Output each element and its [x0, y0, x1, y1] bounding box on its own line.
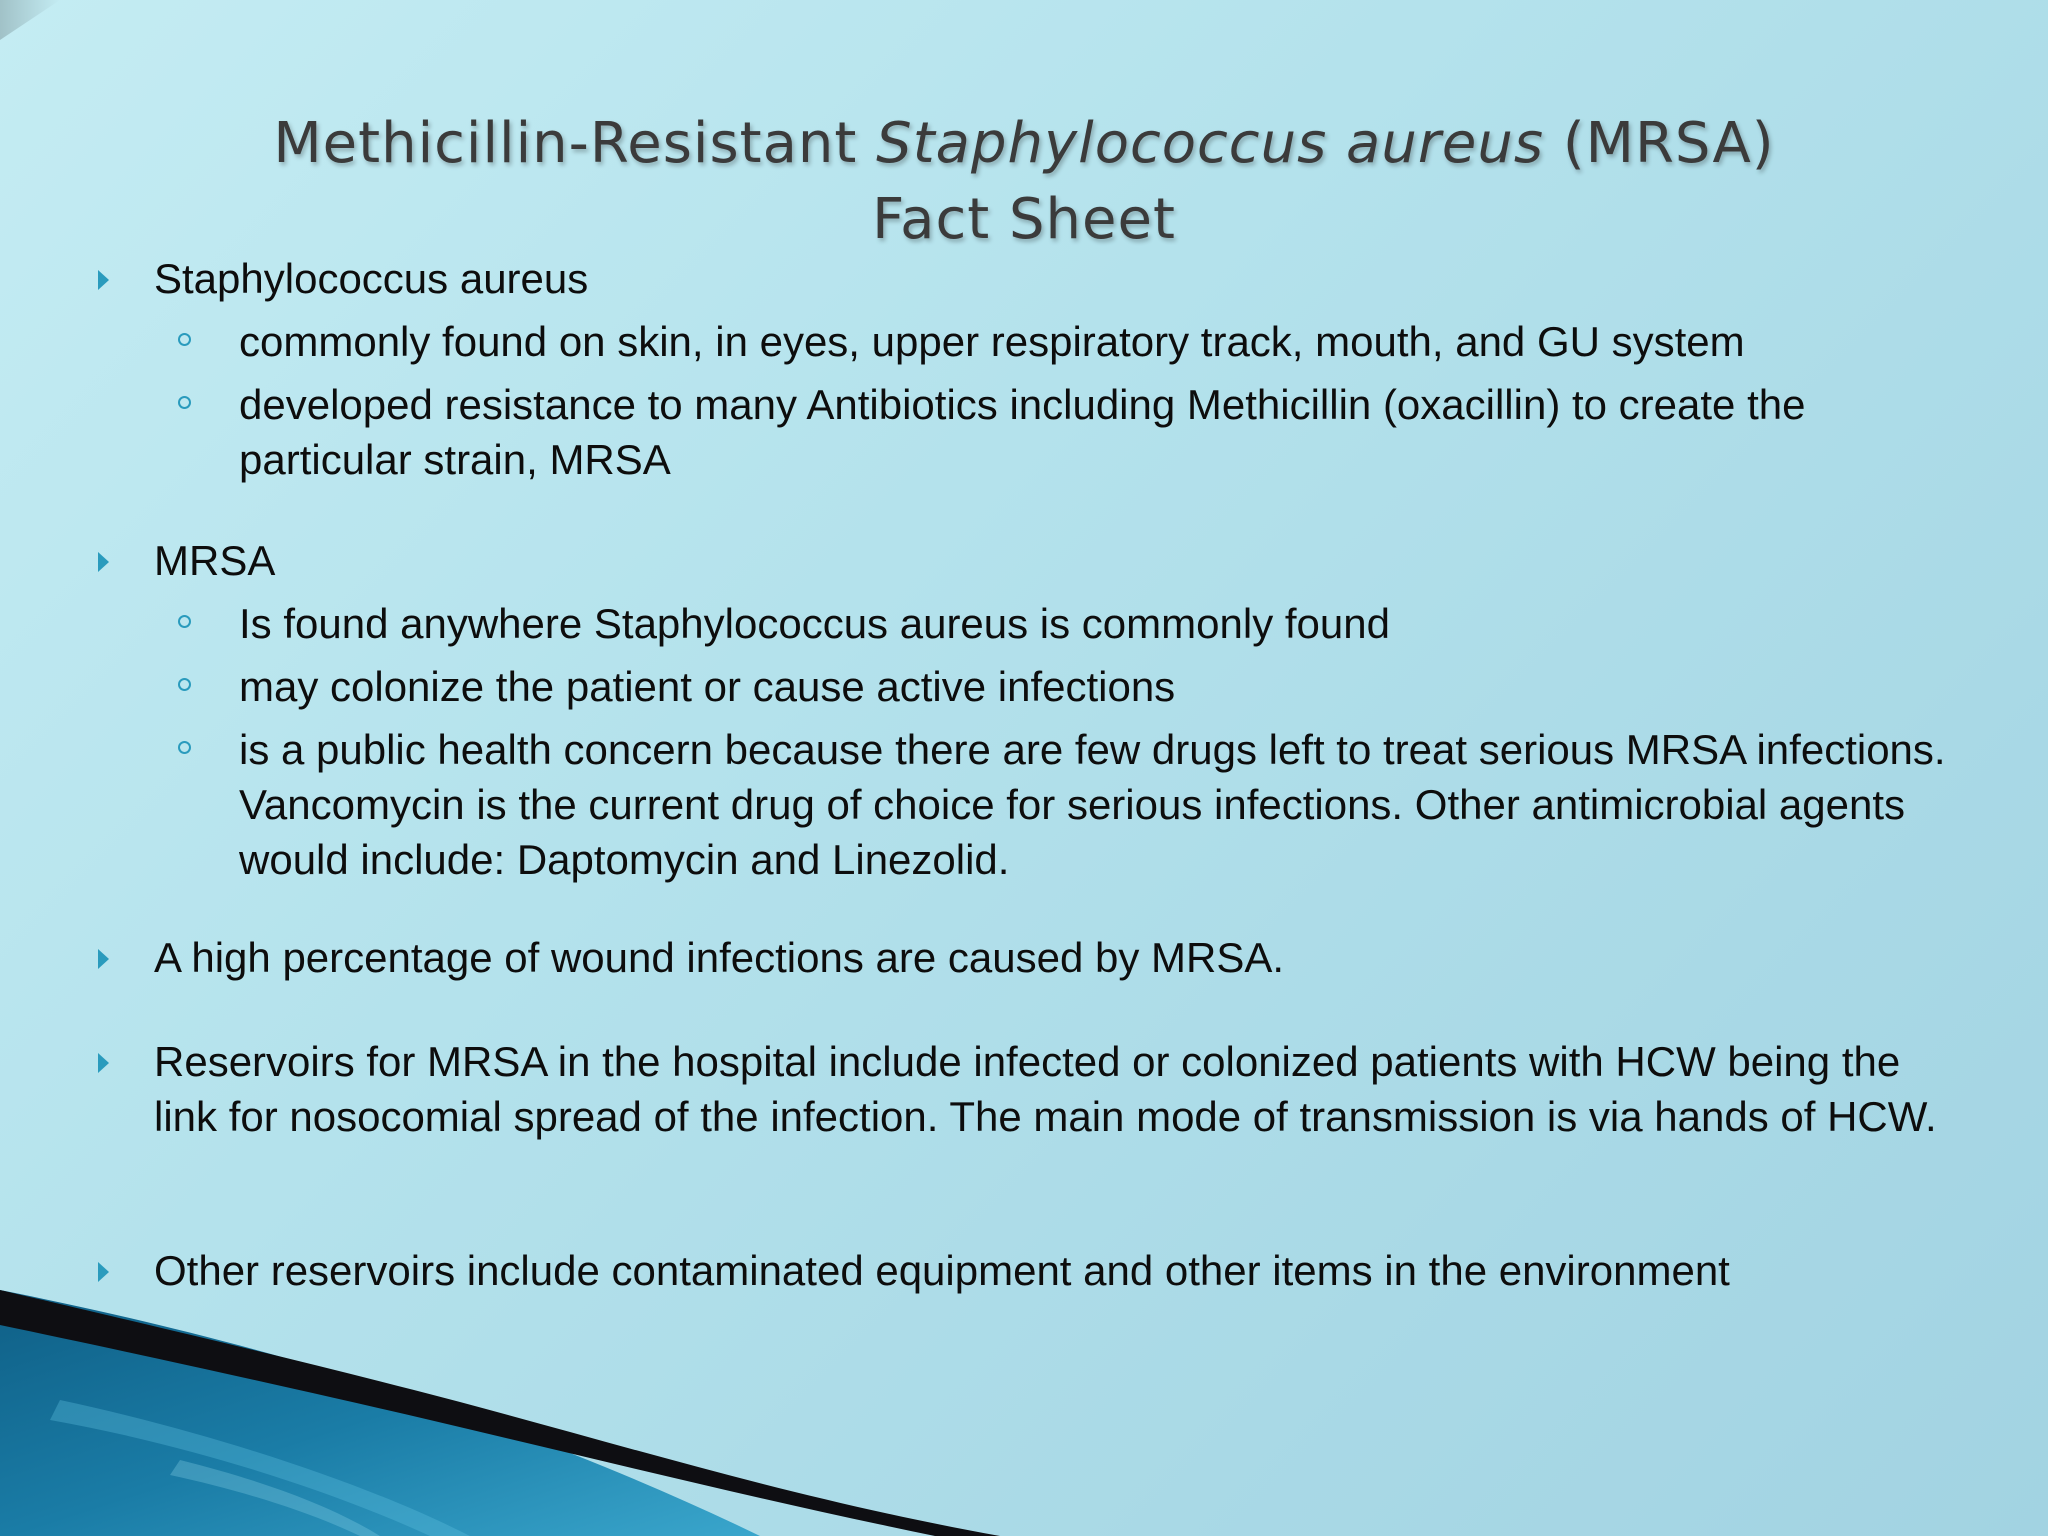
bullet-wound-infections: A high percentage of wound infections are caused by MRSA.: [154, 934, 1285, 981]
bullet-reservoirs-hospital: Reservoirs for MRSA in the hospital include infected or colonized patients with HCW being the link for nosocomial spread of the infection. The main mode of transmission is via hands of HCW.: [154, 1038, 1937, 1140]
bullet-arrow-icon: [98, 1262, 109, 1282]
bullet-arrow-icon: [98, 949, 109, 969]
bullet-mrsa: MRSA: [154, 537, 276, 584]
sub-bullet-circle-icon: [178, 333, 191, 346]
title-line2: Fact Sheet: [872, 187, 1176, 252]
sub-bullet-developed-resistance: developed resistance to many Antibiotics including Methicillin (oxacillin) to create the particular strain, MRSA: [239, 381, 1806, 483]
sub-bullet-found-anywhere: Is found anywhere Staphylococcus aureus is commonly found: [239, 600, 1390, 647]
bullet-arrow-icon: [98, 270, 109, 290]
sub-bullet-public-health: is a public health concern because there are few drugs left to treat serious MRSA infections. Vancomycin is the current drug of choice for serious infections. Other antimicrobial agents would include: Daptomycin and Linezolid.: [239, 726, 1946, 883]
sub-bullet-circle-icon: [178, 678, 191, 691]
bullet-other-reservoirs: Other reservoirs include contaminated equipment and other items in the environment: [154, 1247, 1730, 1294]
sub-bullet-circle-icon: [178, 396, 191, 409]
sub-bullet-may-colonize: may colonize the patient or cause active infections: [239, 663, 1176, 710]
bullet-arrow-icon: [98, 1053, 109, 1073]
bullet-arrow-icon: [98, 552, 109, 572]
sub-bullet-commonly-found: commonly found on skin, in eyes, upper respiratory track, mouth, and GU system: [239, 318, 1745, 365]
sub-bullet-circle-icon: [178, 615, 191, 628]
sub-bullet-circle-icon: [178, 741, 191, 754]
title-italic: Staphylococcus aureus: [876, 111, 1563, 176]
title-part2: (MRSA): [1562, 111, 1775, 176]
title-part1: Methicillin-Resistant: [273, 111, 877, 176]
bullet-staph-aureus: Staphylococcus aureus: [154, 255, 589, 302]
